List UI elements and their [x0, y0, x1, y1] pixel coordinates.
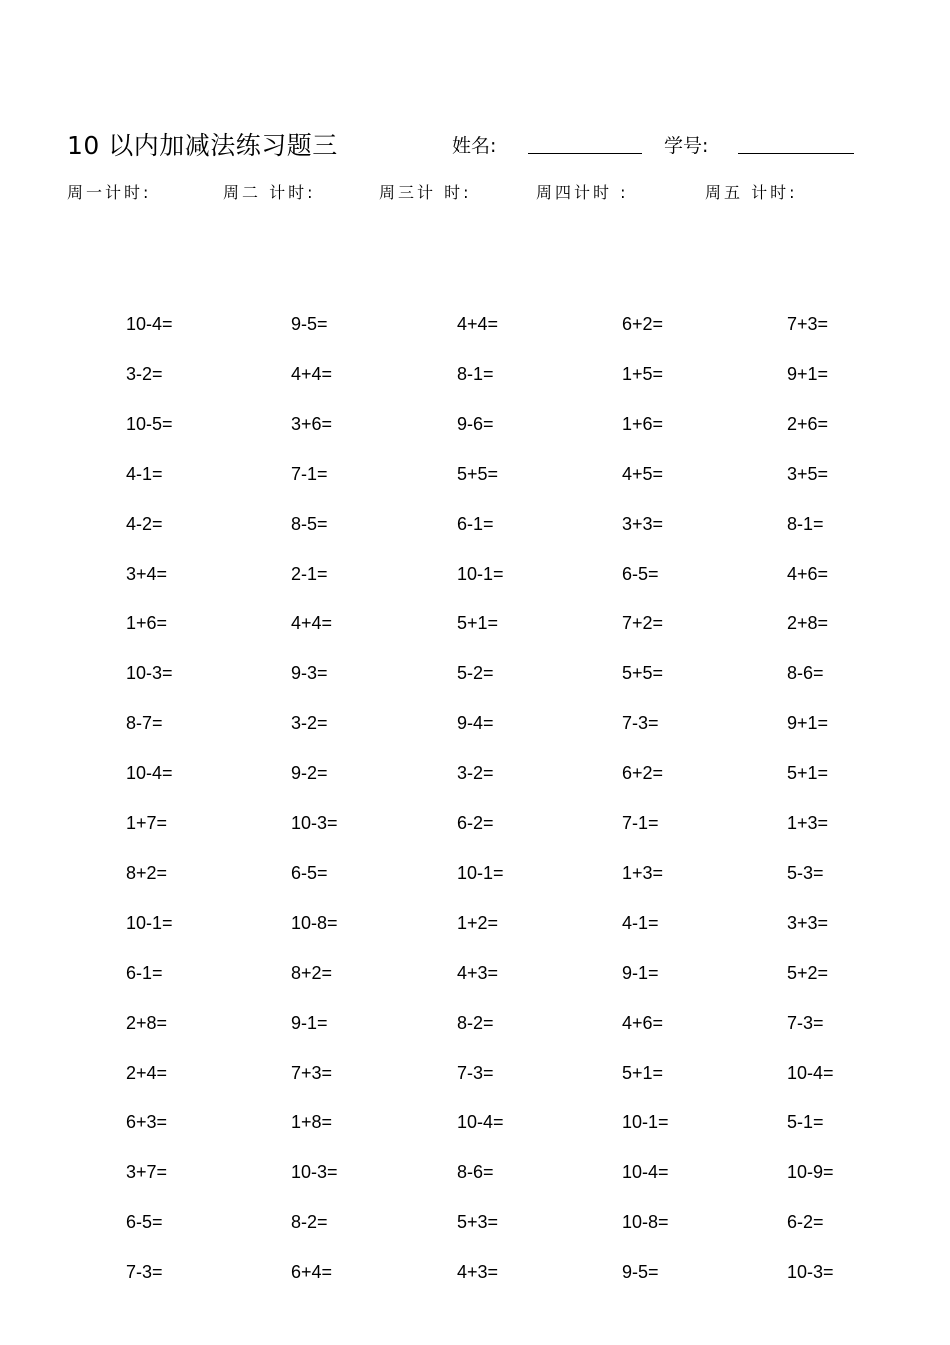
arithmetic-problem: 4+3= — [457, 963, 499, 983]
arithmetic-problem: 6+2= — [622, 314, 664, 334]
arithmetic-problem: 6-2= — [787, 1212, 824, 1232]
arithmetic-problem: 8-2= — [457, 1013, 494, 1033]
arithmetic-problem: 7-3= — [126, 1262, 163, 1282]
arithmetic-problem: 4+4= — [291, 613, 333, 633]
arithmetic-problem: 7-3= — [787, 1013, 824, 1033]
arithmetic-problem: 4+3= — [457, 1262, 499, 1282]
arithmetic-problem: 9-1= — [622, 963, 659, 983]
timer-monday: 周一计时: — [67, 183, 152, 202]
arithmetic-problem: 5-1= — [787, 1112, 824, 1132]
arithmetic-problem: 3+3= — [622, 514, 664, 534]
arithmetic-problem: 10-4= — [787, 1063, 834, 1083]
arithmetic-problem: 6+4= — [291, 1262, 333, 1282]
arithmetic-problem: 2+8= — [126, 1013, 168, 1033]
arithmetic-problem: 5-3= — [787, 863, 824, 883]
arithmetic-problem: 6-5= — [622, 564, 659, 584]
arithmetic-problem: 9+1= — [787, 364, 829, 384]
arithmetic-problem: 4+4= — [457, 314, 499, 334]
arithmetic-problem: 6+3= — [126, 1112, 168, 1132]
arithmetic-problem: 10-3= — [787, 1262, 834, 1282]
arithmetic-problem: 5+1= — [787, 763, 829, 783]
arithmetic-problem: 10-4= — [622, 1162, 669, 1182]
arithmetic-problem: 1+2= — [457, 913, 499, 933]
arithmetic-problem: 10-8= — [291, 913, 338, 933]
arithmetic-problem: 3-2= — [291, 713, 328, 733]
arithmetic-problem: 1+6= — [126, 613, 168, 633]
arithmetic-problem: 10-4= — [457, 1112, 504, 1132]
timer-tuesday: 周二 计时: — [223, 183, 316, 202]
arithmetic-problem: 10-1= — [622, 1112, 669, 1132]
arithmetic-problem: 6+2= — [622, 763, 664, 783]
arithmetic-problem: 9-4= — [457, 713, 494, 733]
arithmetic-problem: 6-1= — [457, 514, 494, 534]
arithmetic-problem: 3-2= — [457, 763, 494, 783]
arithmetic-problem: 8-7= — [126, 713, 163, 733]
arithmetic-problem: 3+6= — [291, 414, 333, 434]
arithmetic-problem: 4-2= — [126, 514, 163, 534]
arithmetic-problem: 5+5= — [457, 464, 499, 484]
arithmetic-problem: 5+5= — [622, 663, 664, 683]
arithmetic-problem: 5+3= — [457, 1212, 499, 1232]
timer-friday: 周五 计时: — [705, 183, 798, 202]
arithmetic-problem: 4-1= — [622, 913, 659, 933]
arithmetic-problem: 10-1= — [457, 863, 504, 883]
arithmetic-problem: 8+2= — [291, 963, 333, 983]
arithmetic-problem: 3+4= — [126, 564, 168, 584]
arithmetic-problem: 3+7= — [126, 1162, 168, 1182]
arithmetic-problem: 8-1= — [787, 514, 824, 534]
arithmetic-problem: 6-5= — [126, 1212, 163, 1232]
arithmetic-problem: 1+8= — [291, 1112, 333, 1132]
arithmetic-problem: 2+6= — [787, 414, 829, 434]
arithmetic-problem: 7-3= — [622, 713, 659, 733]
arithmetic-problem: 10-3= — [291, 813, 338, 833]
arithmetic-problem: 4+5= — [622, 464, 664, 484]
arithmetic-problem: 8-5= — [291, 514, 328, 534]
arithmetic-problem: 3-2= — [126, 364, 163, 384]
timer-wednesday: 周三计 时: — [379, 183, 472, 202]
arithmetic-problem: 1+7= — [126, 813, 168, 833]
arithmetic-problem: 10-4= — [126, 763, 173, 783]
arithmetic-problem: 8-2= — [291, 1212, 328, 1232]
student-id-label: 学号: — [664, 135, 709, 157]
arithmetic-problem: 7-3= — [457, 1063, 494, 1083]
arithmetic-problem: 10-3= — [291, 1162, 338, 1182]
arithmetic-problem: 10-3= — [126, 663, 173, 683]
arithmetic-problem: 9-5= — [291, 314, 328, 334]
arithmetic-problem: 4+6= — [622, 1013, 664, 1033]
arithmetic-problem: 2+4= — [126, 1063, 168, 1083]
arithmetic-problem: 6-2= — [457, 813, 494, 833]
arithmetic-problem: 4+4= — [291, 364, 333, 384]
arithmetic-problem: 5-2= — [457, 663, 494, 683]
arithmetic-problem: 10-5= — [126, 414, 173, 434]
arithmetic-problem: 8+2= — [126, 863, 168, 883]
arithmetic-problem: 9-1= — [291, 1013, 328, 1033]
arithmetic-problem: 8-6= — [457, 1162, 494, 1182]
arithmetic-problem: 9-5= — [622, 1262, 659, 1282]
arithmetic-problem: 10-9= — [787, 1162, 834, 1182]
arithmetic-problem: 7+3= — [787, 314, 829, 334]
arithmetic-problem: 9-6= — [457, 414, 494, 434]
arithmetic-problem: 7+2= — [622, 613, 664, 633]
timer-thursday: 周四计时 : — [536, 183, 629, 202]
arithmetic-problem: 2+8= — [787, 613, 829, 633]
arithmetic-problem: 1+3= — [787, 813, 829, 833]
arithmetic-problem: 9-2= — [291, 763, 328, 783]
arithmetic-problem: 7-1= — [291, 464, 328, 484]
arithmetic-problem: 2-1= — [291, 564, 328, 584]
arithmetic-problem: 5+1= — [457, 613, 499, 633]
arithmetic-problem: 3+5= — [787, 464, 829, 484]
arithmetic-problem: 6-1= — [126, 963, 163, 983]
arithmetic-problem: 10-1= — [457, 564, 504, 584]
arithmetic-problem: 1+6= — [622, 414, 664, 434]
arithmetic-problem: 7-1= — [622, 813, 659, 833]
name-blank[interactable] — [528, 153, 642, 154]
arithmetic-problem: 10-8= — [622, 1212, 669, 1232]
name-label: 姓名: — [452, 135, 497, 157]
arithmetic-problem: 10-1= — [126, 913, 173, 933]
arithmetic-problem: 8-6= — [787, 663, 824, 683]
arithmetic-problem: 3+3= — [787, 913, 829, 933]
arithmetic-problem: 6-5= — [291, 863, 328, 883]
worksheet-title: 10 以内加减法练习题三 — [67, 131, 338, 160]
arithmetic-problem: 9-3= — [291, 663, 328, 683]
arithmetic-problem: 10-4= — [126, 314, 173, 334]
arithmetic-problem: 5+2= — [787, 963, 829, 983]
arithmetic-problem: 9+1= — [787, 713, 829, 733]
arithmetic-problem: 4+6= — [787, 564, 829, 584]
arithmetic-problem: 1+5= — [622, 364, 664, 384]
arithmetic-problem: 1+3= — [622, 863, 664, 883]
arithmetic-problem: 4-1= — [126, 464, 163, 484]
arithmetic-problem: 7+3= — [291, 1063, 333, 1083]
arithmetic-problem: 8-1= — [457, 364, 494, 384]
student-id-blank[interactable] — [738, 153, 854, 154]
arithmetic-problem: 5+1= — [622, 1063, 664, 1083]
